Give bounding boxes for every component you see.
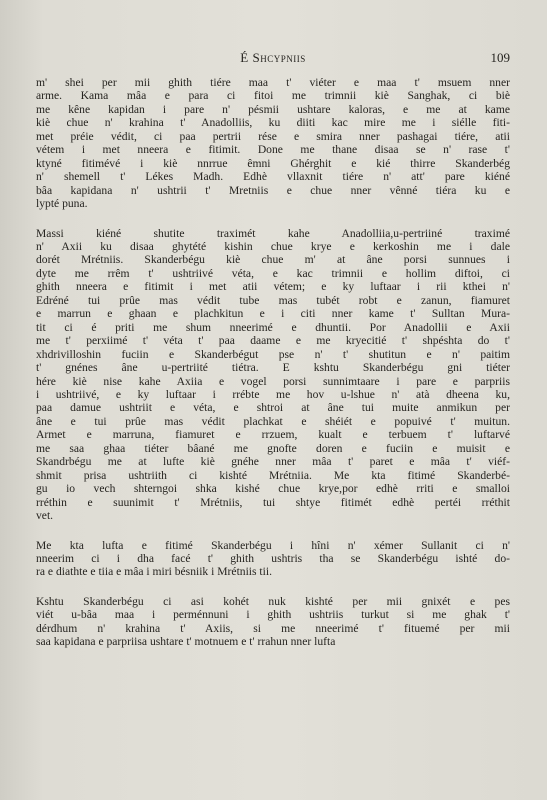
text-line: e marrun e ghaan e plachkitun e i citi nner kame t' Sulltan Mura-	[36, 307, 510, 321]
text-line: hére kiè nise kahe Axiia e vogel porsi sunnimtaare i pare e parpriis	[36, 374, 510, 388]
text-line: nneerim ci i dha facé t' ghith ushtris tha se Skanderbégu ishté do-	[36, 551, 510, 565]
text-line: ghith nneera e fitimit i met atii vétem; e ky luftaar i rii kthei n'	[36, 280, 510, 294]
text-line: me kêne kapidan i pare n' pésmii ushtare kaloras, e me at kame	[36, 102, 510, 116]
text-line: vétem i met nneera e fitimit. Done me thane disaa se n' rase t'	[36, 143, 510, 157]
text-line: m' shei per mii ghith tiére maa t' viéter e maa t' msuem nner	[36, 76, 510, 89]
text-line: kiè chue n' krahina t' Anadolliis, ku diiti kac mire me i siélle fiti-	[36, 116, 510, 130]
text-line: me saa ghaa tiéter bâané me gnofte doren e fuciin e muisit e	[36, 441, 510, 455]
paragraph-3	[36, 539, 510, 579]
text-line: âne e tui prûe mas védit plachkat e shéiét e popuivé t' muitun.	[36, 414, 510, 428]
paragraph-4	[36, 595, 510, 649]
body-text	[36, 76, 510, 649]
page-number: 109	[490, 50, 510, 65]
text-line: saa kapidana e parpriisa ushtare t' motnuem e t' rrahun nner lufta	[36, 635, 336, 649]
text-line: Kshtu Skanderbégu ci asi kohét nuk kishté per mii gnixét e pes	[36, 594, 510, 608]
running-title: É Shcypniis	[240, 50, 306, 65]
text-line: Skandrbégu me at lufte kiè gnéhe nner mâa t' paret e mâa t' viéf-	[36, 455, 510, 469]
text-line: ra e diathte e tiia e mâa i miri bésniik i Mrétniis tii.	[36, 565, 272, 579]
page-header	[36, 50, 510, 70]
text-line: dyte me rrêm t' ushtriivé véta, e kac trimnii e hollim diftoi, ci	[36, 266, 510, 280]
text-line: dérdhum n' krahina t' Axiis, si me nneerimé t' fituemé per mii	[36, 621, 510, 635]
text-line: shmit prisa ushtriith ci kishté Mrétniia. Me kta fitimé Skanderbé-	[36, 468, 510, 482]
text-line: viét u-bâa maa i perménnuni i ghith ushtriis turkut si me ghak t'	[36, 608, 510, 622]
paragraph-2	[36, 227, 510, 523]
text-line: n' Axii ku disaa ghytété kishin chue krye e kerkoshin me i dale	[36, 239, 510, 253]
text-line: me t' perxiimé t' véta t' paa daame e me kryecitié t' shpéshta do t'	[36, 334, 510, 348]
text-line: n' shemell t' Lékes Madh. Edhè vllaxnit tiére n' att' pare kiéné	[36, 170, 510, 184]
text-line: tit ci é priti me shum nneerimé e dhuntii. Por Anadollii e Axii	[36, 320, 510, 334]
text-line: dorét Mrétniis. Skanderbégu kiè chue m' at âne porsi sunnues i	[36, 253, 510, 267]
text-line: vet.	[36, 509, 54, 523]
text-line: t' gnénes âne u-pertriité tiétra. E kshtu Skanderbégu gni tiéter	[36, 361, 510, 375]
text-line: i ushtriivé, e ky luftaar i rrébte me hov u-lshue n' atà dheena ku,	[36, 387, 510, 401]
text-line: gu io vech shterngoi shka kishé chue krye,por edhè rriti e smalloi	[36, 482, 510, 496]
text-line: Edréné tui prûe mas védit tube mas tubét robt e zanun, fiamuret	[36, 293, 510, 307]
paragraph-1	[36, 76, 510, 211]
text-line: met préie védit, ci paa pertrii rése e smira nner pashagai tiére, atii	[36, 129, 510, 143]
text-line: arme. Kama mâa e para ci fitoi me trimnii kiè Sanghak, ci biè	[36, 89, 510, 103]
text-line: rréthin e suunimit t' Mrétniis, tui shtye fitimét edhè pertéi rréthit	[36, 495, 510, 509]
text-line: Me kta lufta e fitimé Skanderbégu i hîni n' xémer Sullanit ci n'	[36, 538, 510, 552]
text-line: Armet e marruna, fiamuret e rrzuem, kualt e terbuem t' luftarvé	[36, 428, 510, 442]
text-line: ktyné fitimévé i kiè nnrrue êmni Ghérghit e kié thirre Skanderbég	[36, 156, 510, 170]
text-line: paa damue ushtriit e véta, e shtroi at âne tui muite anmikun per	[36, 401, 510, 415]
text-line: Massi kiéné shutite traximét kahe Anadolliia,u-pertriiné traximé	[36, 226, 510, 240]
text-line: bâa kapidana n' ushtrii t' Mretniis e chue nner vênné tiéra ku e	[36, 183, 510, 197]
text-line: lypté puna.	[36, 197, 88, 211]
text-line: xhdrivilloshin fuciin e Skanderbégut pse n' t' shutitun e n' paitim	[36, 347, 510, 361]
